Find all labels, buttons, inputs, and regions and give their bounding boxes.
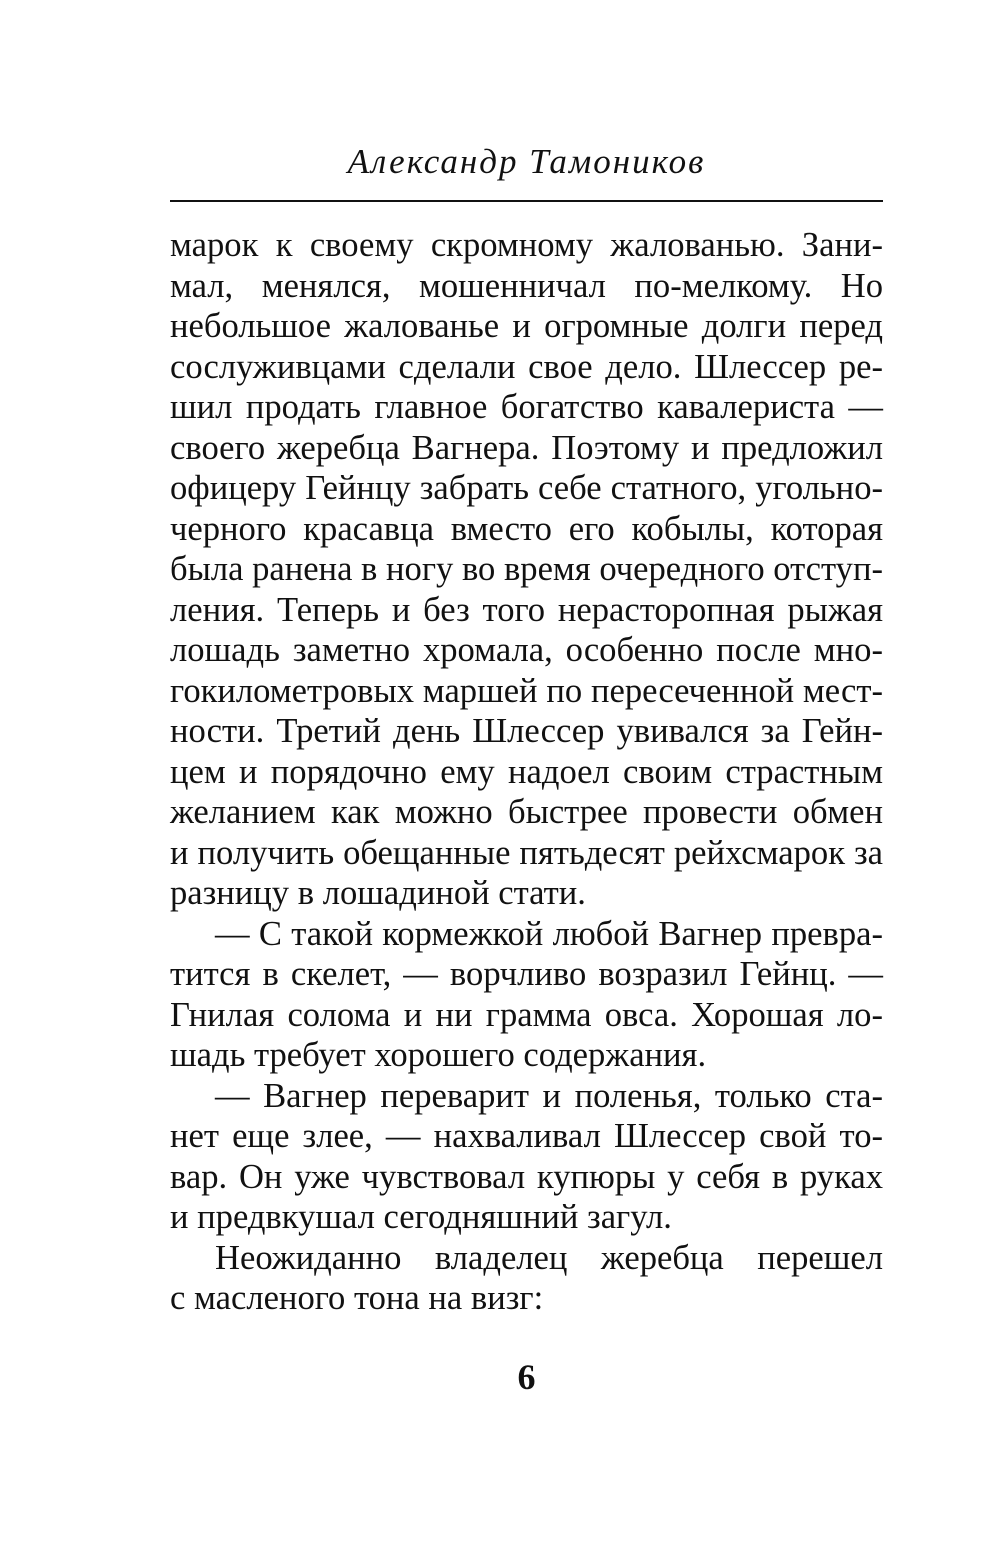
text-line: разницу в лошадиной стати. bbox=[170, 874, 586, 912]
text-line: Гнилая солома и ни грамма овса. Хорошая ло- bbox=[170, 995, 883, 1034]
text-line: Неожиданно владелец жеребца перешел bbox=[215, 1238, 883, 1277]
text-line: мал, менялся, мошенничал по-мелкому. Но bbox=[170, 266, 883, 305]
text-line: марок к своему скромному жалованью. Зани- bbox=[170, 226, 883, 264]
text-line: и получить обещанные пятьдесят рейхсмарок за bbox=[170, 833, 883, 872]
text-line: ления. Теперь и без того нерасторопная рыжая bbox=[170, 590, 883, 629]
text-line: желанием как можно быстрее провести обмен bbox=[170, 793, 883, 831]
page-number: 6 bbox=[517, 1357, 536, 1397]
text-line: и предвкушал сегодняшний загул. bbox=[170, 1198, 672, 1236]
text-line: с масленого тона на визг: bbox=[170, 1279, 544, 1317]
text-line: сослуживцами сделали свое дело. Шлессер ре- bbox=[170, 347, 883, 386]
header-rule bbox=[170, 200, 883, 202]
text-line: нет еще злее, — нахваливал Шлессер свой то- bbox=[170, 1117, 883, 1155]
text-line: вар. Он уже чувствовал купюры у себя в руках bbox=[170, 1157, 883, 1196]
text-line: офицеру Гейнцу забрать себе статного, угольно- bbox=[170, 469, 883, 507]
body-text bbox=[170, 225, 883, 1319]
text-line: — Вагнер переварит и поленья, только ста- bbox=[215, 1076, 883, 1115]
text-line: цем и порядочно ему надоел своим страстным bbox=[170, 752, 883, 791]
text-line: черного красавца вместо его кобылы, которая bbox=[170, 509, 883, 548]
text-line: шил продать главное богатство кавалериста — bbox=[170, 388, 883, 426]
text-line: шадь требует хорошего содержания. bbox=[170, 1036, 707, 1074]
text-line: небольшое жалованье и огромные долги перед bbox=[170, 307, 883, 345]
text-line: была ранена в ногу во время очередного отступ- bbox=[170, 550, 883, 588]
text-line: — С такой кормежкой любой Вагнер превра- bbox=[215, 914, 883, 953]
text-line: ности. Третий день Шлессер увивался за Гейн- bbox=[170, 712, 883, 750]
text-line: тится в скелет, — ворчливо возразил Гейнц. — bbox=[170, 955, 883, 993]
text-line: лошадь заметно хромала, особенно после мно- bbox=[170, 631, 883, 669]
text-line: своего жеребца Вагнера. Поэтому и предложил bbox=[170, 428, 883, 467]
running-head-author: Александр Тамоников bbox=[347, 142, 706, 181]
text-line: гокилометровых маршей по пересеченной мест- bbox=[170, 671, 883, 710]
